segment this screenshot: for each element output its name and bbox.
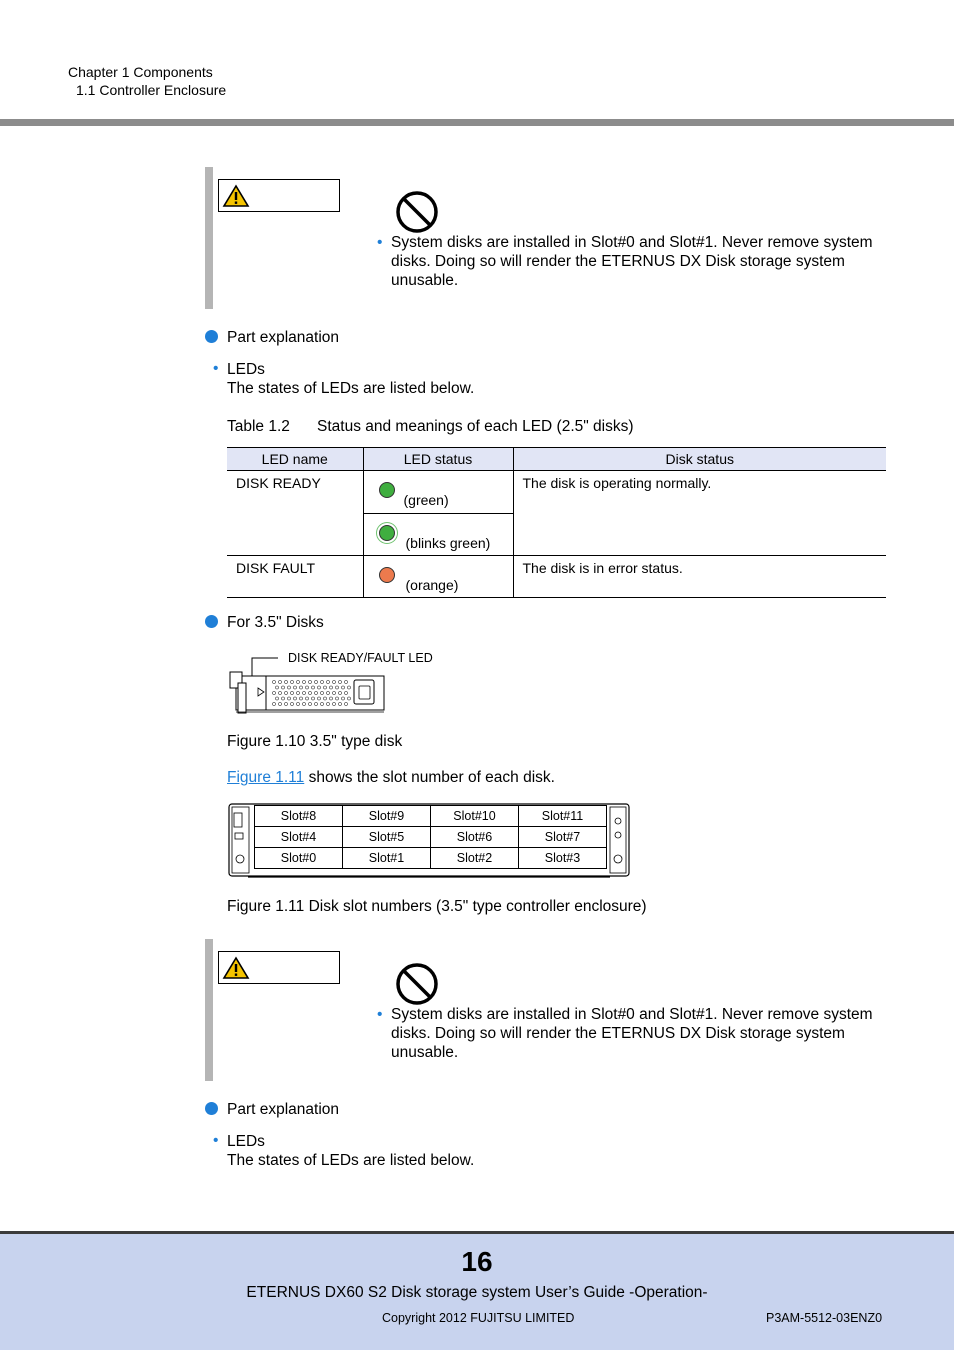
led-status-label: (green): [403, 492, 449, 508]
disk-status: The disk is in error status.: [522, 560, 683, 576]
caution-box: [205, 939, 905, 1081]
slot-cell: Slot#9: [343, 806, 431, 827]
figure-10-caption: Figure 1.10 3.5" type disk: [227, 733, 403, 750]
part-explanation-heading: Part explanation: [227, 1101, 340, 1118]
header-rule: [0, 119, 954, 126]
caution-sidebar: [205, 939, 213, 1081]
slot-cell: Slot#5: [343, 827, 431, 848]
figure-11-link[interactable]: Figure 1.11: [227, 769, 305, 786]
led-status-label: (orange): [405, 577, 459, 593]
bullet-icon: •: [213, 1132, 219, 1149]
slot-cell: Slot#0: [255, 848, 343, 869]
led-orange-icon: [379, 567, 395, 583]
warning-triangle-icon: [222, 956, 250, 980]
bullet-icon: •: [213, 360, 219, 377]
led-name-cell: [227, 556, 363, 598]
prohibited-icon: [394, 961, 440, 1007]
led-blinking-green-icon: [379, 525, 395, 541]
prohibited-icon: [394, 189, 440, 235]
part-explanation-heading: Part explanation: [227, 329, 340, 346]
led-status-label: (blinks green): [405, 535, 491, 551]
led-status-cell: [363, 514, 513, 556]
led-callout-label: DISK READY/FAULT LED: [288, 651, 433, 665]
slot-cell: Slot#11: [519, 806, 607, 827]
led-name: DISK FAULT: [236, 560, 316, 576]
caution-label: [218, 951, 340, 984]
slot-cell: Slot#4: [255, 827, 343, 848]
caution-sidebar: [205, 167, 213, 309]
column-header: LED name: [227, 448, 363, 471]
section-bullet-icon: [205, 330, 218, 343]
slot-row: [255, 806, 607, 827]
led-name-cell: [227, 471, 363, 556]
slot-cell: Slot#2: [431, 848, 519, 869]
figure-11-reference: [227, 768, 555, 787]
table-row: [227, 471, 886, 514]
slot-row: [255, 848, 607, 869]
disk-status-cell: [513, 471, 886, 556]
slot-row: [255, 827, 607, 848]
leds-description: The states of LEDs are listed below.: [227, 380, 475, 397]
section-bullet-icon: [205, 615, 218, 628]
disk-status-cell: [513, 556, 886, 598]
caution-box: [205, 167, 905, 309]
slot-cell: Slot#7: [519, 827, 607, 848]
caution-text: System disks are installed in Slot#0 and Slot#1. Never remove system disks. Doing so will render the ETERNUS DX Disk storage system unusable.: [391, 1006, 873, 1061]
slot-cell: Slot#1: [343, 848, 431, 869]
caution-text: System disks are installed in Slot#0 and Slot#1. Never remove system disks. Doing so will render the ETERNUS DX Disk storage system unusable.: [391, 234, 873, 289]
bullet-icon: •: [377, 234, 383, 251]
slot-grid: [254, 805, 607, 869]
leds-heading: LEDs: [227, 1133, 265, 1150]
copyright: Copyright 2012 FUJITSU LIMITED: [382, 1311, 575, 1325]
slot-cell: Slot#10: [431, 806, 519, 827]
enclosure-figure: [228, 803, 630, 879]
for35-heading: For 3.5" Disks: [227, 614, 324, 631]
figure-11-reference-text: shows the slot number of each disk.: [304, 769, 555, 786]
caution-label: [218, 179, 340, 212]
column-header: Disk status: [513, 448, 886, 471]
section-bullet-icon: [205, 1102, 218, 1115]
figure-11-caption: Figure 1.11 Disk slot numbers (3.5" type controller enclosure): [227, 898, 647, 915]
chapter-title: Chapter 1 Components: [68, 64, 213, 80]
column-header: LED status: [363, 448, 513, 471]
table-caption-number: Table 1.2: [227, 418, 290, 435]
page-number: 16: [461, 1246, 493, 1277]
leds-heading: LEDs: [227, 361, 265, 378]
slot-cell: Slot#6: [431, 827, 519, 848]
document-title: ETERNUS DX60 S2 Disk storage system User’s Guide -Operation-: [246, 1284, 708, 1301]
table-caption-text: Status and meanings of each LED (2.5" disks): [317, 418, 634, 435]
slot-cell: Slot#8: [255, 806, 343, 827]
led-name: DISK READY: [236, 475, 321, 491]
bullet-icon: •: [377, 1006, 383, 1023]
led-status-cell: [363, 556, 513, 598]
led-status-table: [227, 447, 886, 598]
table-row: [227, 556, 886, 598]
section-title: 1.1 Controller Enclosure: [76, 82, 227, 98]
warning-triangle-icon: [222, 184, 250, 208]
slot-cell: Slot#3: [519, 848, 607, 869]
page-footer: [0, 1231, 954, 1350]
leds-description: The states of LEDs are listed below.: [227, 1152, 475, 1169]
caution-message: [377, 1005, 877, 1062]
table-header-row: [227, 448, 886, 471]
disk-status: The disk is operating normally.: [522, 475, 712, 491]
caution-message: [377, 233, 877, 290]
led-status-cell: [363, 471, 513, 514]
led-green-icon: [379, 482, 395, 498]
document-code: P3AM-5512-03ENZ0: [766, 1311, 883, 1325]
